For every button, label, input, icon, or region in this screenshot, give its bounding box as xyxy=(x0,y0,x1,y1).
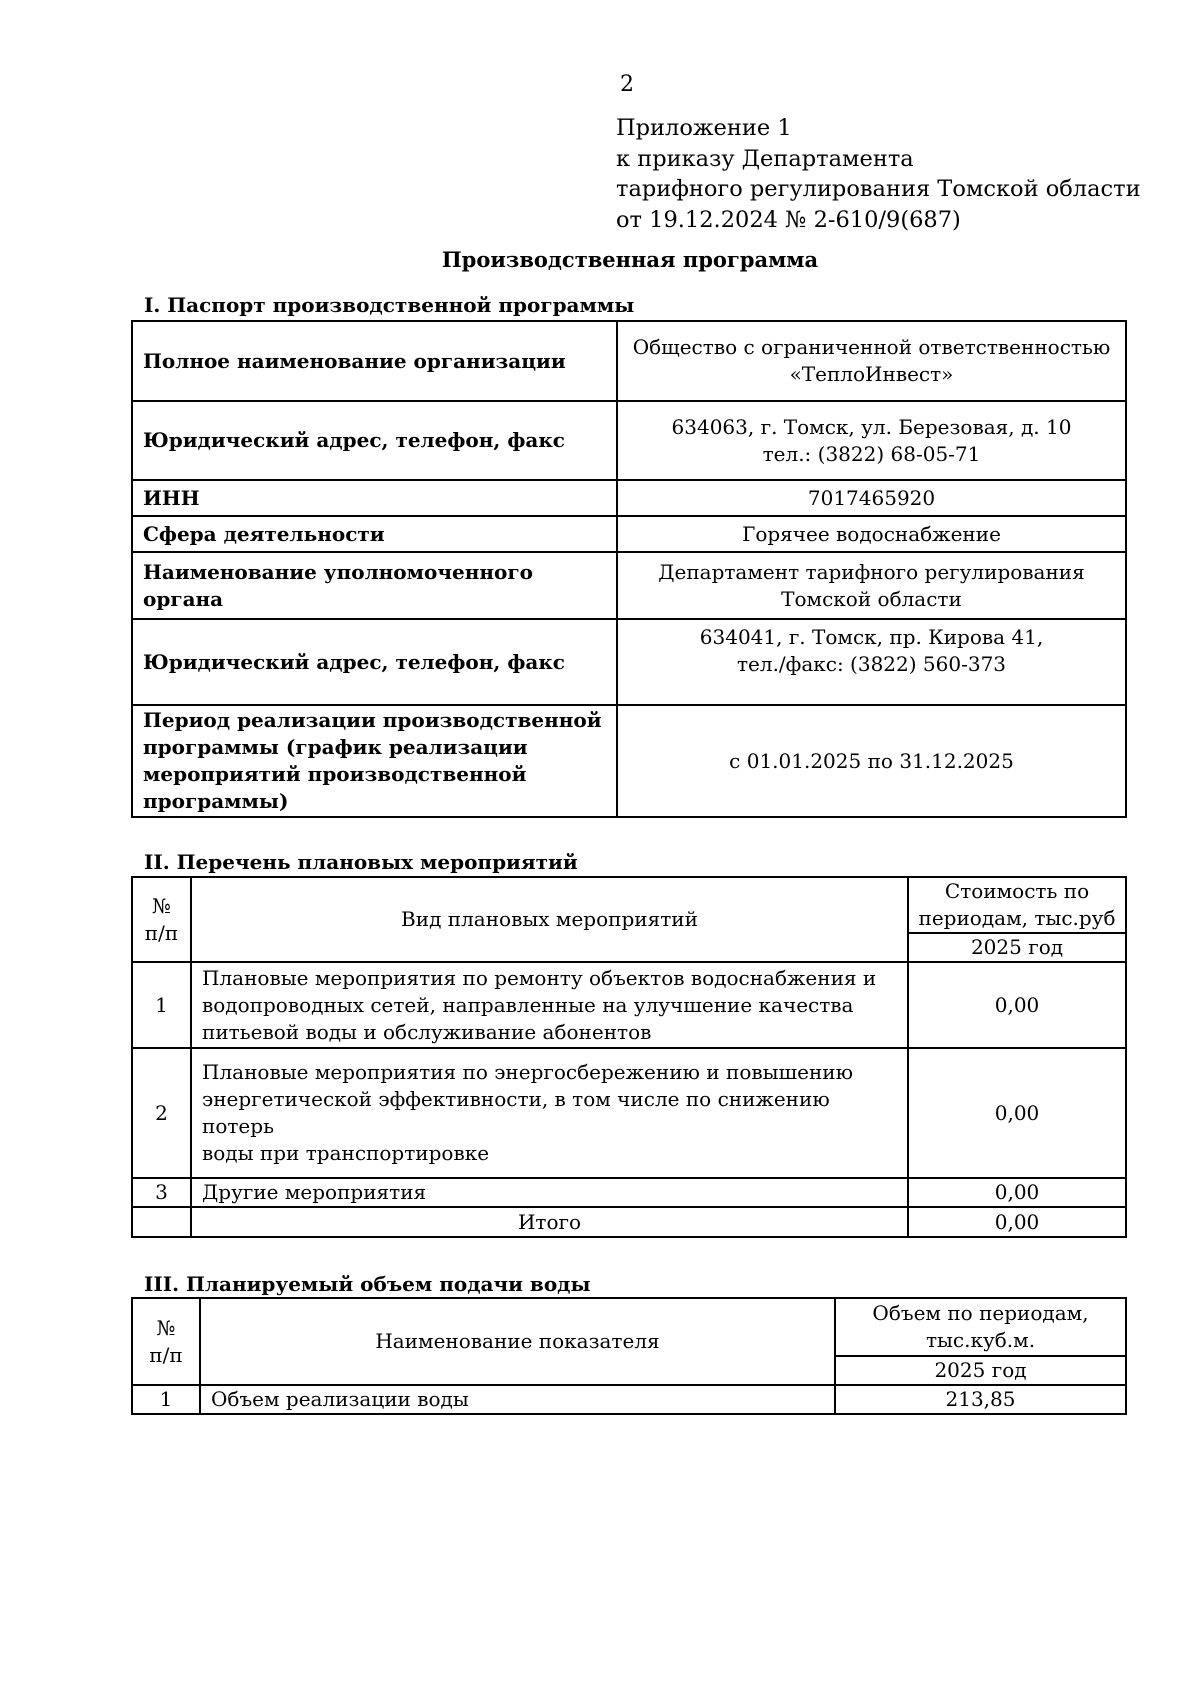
passport-label-line: Период реализации производственной xyxy=(143,708,602,732)
header-number-line: п/п xyxy=(144,920,179,945)
passport-label: Юридический адрес, телефон, факс xyxy=(132,401,617,480)
page-number: 2 xyxy=(620,72,634,97)
table-row xyxy=(132,1048,1126,1178)
table-row xyxy=(132,401,1126,480)
table-row xyxy=(132,1178,1126,1207)
header-volume-line: Объем по периодам, xyxy=(872,1301,1089,1325)
measure-line: водопроводных сетей, направленные на улучшение качества xyxy=(202,992,854,1017)
header-number xyxy=(132,877,191,962)
passport-label-line: мероприятий производственной xyxy=(143,762,527,786)
measure-cost: 0,00 xyxy=(908,962,1126,1048)
passport-value-line: тел./факс: (3822) 560-373 xyxy=(736,652,1007,676)
measure-line: Плановые мероприятия по ремонту объектов водоснабжения и xyxy=(202,965,877,990)
appendix-line: к приказу Департамента xyxy=(616,145,914,172)
measure-line: питьевой воды и обслуживание абонентов xyxy=(202,1019,652,1044)
table-row xyxy=(132,962,1126,1048)
measure-line: Плановые мероприятия по энергосбережению и повышению xyxy=(202,1060,854,1084)
header-year: 2025 год xyxy=(835,1356,1126,1385)
measure-description xyxy=(191,962,908,1048)
header-cost-line: периодам, тыс.руб xyxy=(918,906,1116,930)
header-volume xyxy=(835,1298,1126,1356)
table-row xyxy=(132,1207,1126,1237)
header-cost-line: Стоимость по xyxy=(944,879,1090,903)
passport-value: Горячее водоснабжение xyxy=(617,516,1126,552)
measures-table xyxy=(131,876,1127,1238)
passport-value: 7017465920 xyxy=(617,480,1126,516)
measure-line: воды при транспортировке xyxy=(202,1141,490,1165)
measure-cost: 0,00 xyxy=(908,1178,1126,1207)
header-number xyxy=(132,1298,200,1385)
passport-value-line: Томской области xyxy=(781,586,962,611)
passport-value: с 01.01.2025 по 31.12.2025 xyxy=(617,705,1126,817)
passport-value xyxy=(617,321,1126,401)
passport-value-line: Департамент тарифного регулирования xyxy=(658,559,1085,584)
passport-value-line: Общество с ограниченной ответственностью xyxy=(632,335,1111,359)
table-row xyxy=(132,1298,1126,1356)
table-row xyxy=(132,321,1126,401)
header-year: 2025 год xyxy=(908,933,1126,962)
section-heading-passport: I. Паспорт производственной программы xyxy=(144,293,635,317)
header-cost xyxy=(908,877,1126,933)
appendix-line: Приложение 1 xyxy=(616,115,792,141)
table-row xyxy=(132,1385,1126,1414)
header-volume-line: тыс.куб.м. xyxy=(925,1328,1036,1352)
passport-label xyxy=(132,705,617,817)
table-row xyxy=(132,480,1126,516)
measure-cost: 0,00 xyxy=(908,1048,1126,1178)
passport-table xyxy=(131,320,1127,818)
indicator-value: 213,85 xyxy=(835,1385,1126,1414)
appendix-block xyxy=(616,113,1141,235)
header-number-line: № xyxy=(156,1315,176,1340)
section-heading-volume: III. Планируемый объем подачи воды xyxy=(144,1272,591,1296)
header-number-line: п/п xyxy=(149,1342,183,1367)
table-row xyxy=(132,877,1126,933)
passport-label: Юридический адрес, телефон, факс xyxy=(132,619,617,705)
measure-description: Другие мероприятия xyxy=(191,1178,908,1207)
volume-table xyxy=(131,1297,1127,1415)
document-title: Производственная программа xyxy=(441,247,819,272)
header-number-line: № xyxy=(152,893,171,918)
row-number: 2 xyxy=(132,1048,191,1178)
passport-value xyxy=(617,401,1126,480)
passport-label: Сфера деятельности xyxy=(132,516,617,552)
indicator-name: Объем реализации воды xyxy=(200,1385,835,1414)
row-number: 3 xyxy=(132,1178,191,1207)
measure-line: энергетической эффективности, в том числе по снижению потерь xyxy=(202,1087,830,1138)
appendix-line: тарифного регулирования Томской области xyxy=(616,176,1141,202)
table-row xyxy=(132,619,1126,705)
passport-label-line: программы) xyxy=(143,789,289,813)
empty-cell xyxy=(132,1207,191,1237)
header-measure-type: Вид плановых мероприятий xyxy=(191,877,908,962)
passport-value xyxy=(617,552,1126,619)
table-row xyxy=(132,552,1126,619)
passport-value-line: «ТеплоИнвест» xyxy=(789,362,954,386)
passport-value-line: тел.: (3822) 68-05-71 xyxy=(762,441,981,466)
measure-description xyxy=(191,1048,908,1178)
passport-value xyxy=(617,619,1126,705)
appendix-line: от 19.12.2024 № 2-610/9(687) xyxy=(616,206,961,233)
header-indicator: Наименование показателя xyxy=(200,1298,835,1385)
passport-label-line: программы (график реализации xyxy=(143,735,528,759)
passport-value-line: 634041, г. Томск, пр. Кирова 41, xyxy=(699,625,1044,649)
passport-value-line: 634063, г. Томск, ул. Березовая, д. 10 xyxy=(671,414,1072,439)
table-row xyxy=(132,705,1126,817)
passport-label: Наименование уполномоченного органа xyxy=(132,552,617,619)
row-number: 1 xyxy=(132,962,191,1048)
section-heading-measures: II. Перечень плановых мероприятий xyxy=(144,850,578,874)
total-value: 0,00 xyxy=(908,1207,1126,1237)
total-label: Итого xyxy=(191,1207,908,1237)
passport-label: ИНН xyxy=(132,480,617,516)
table-row xyxy=(132,516,1126,552)
passport-label: Полное наименование организации xyxy=(132,321,617,401)
row-number: 1 xyxy=(132,1385,200,1414)
